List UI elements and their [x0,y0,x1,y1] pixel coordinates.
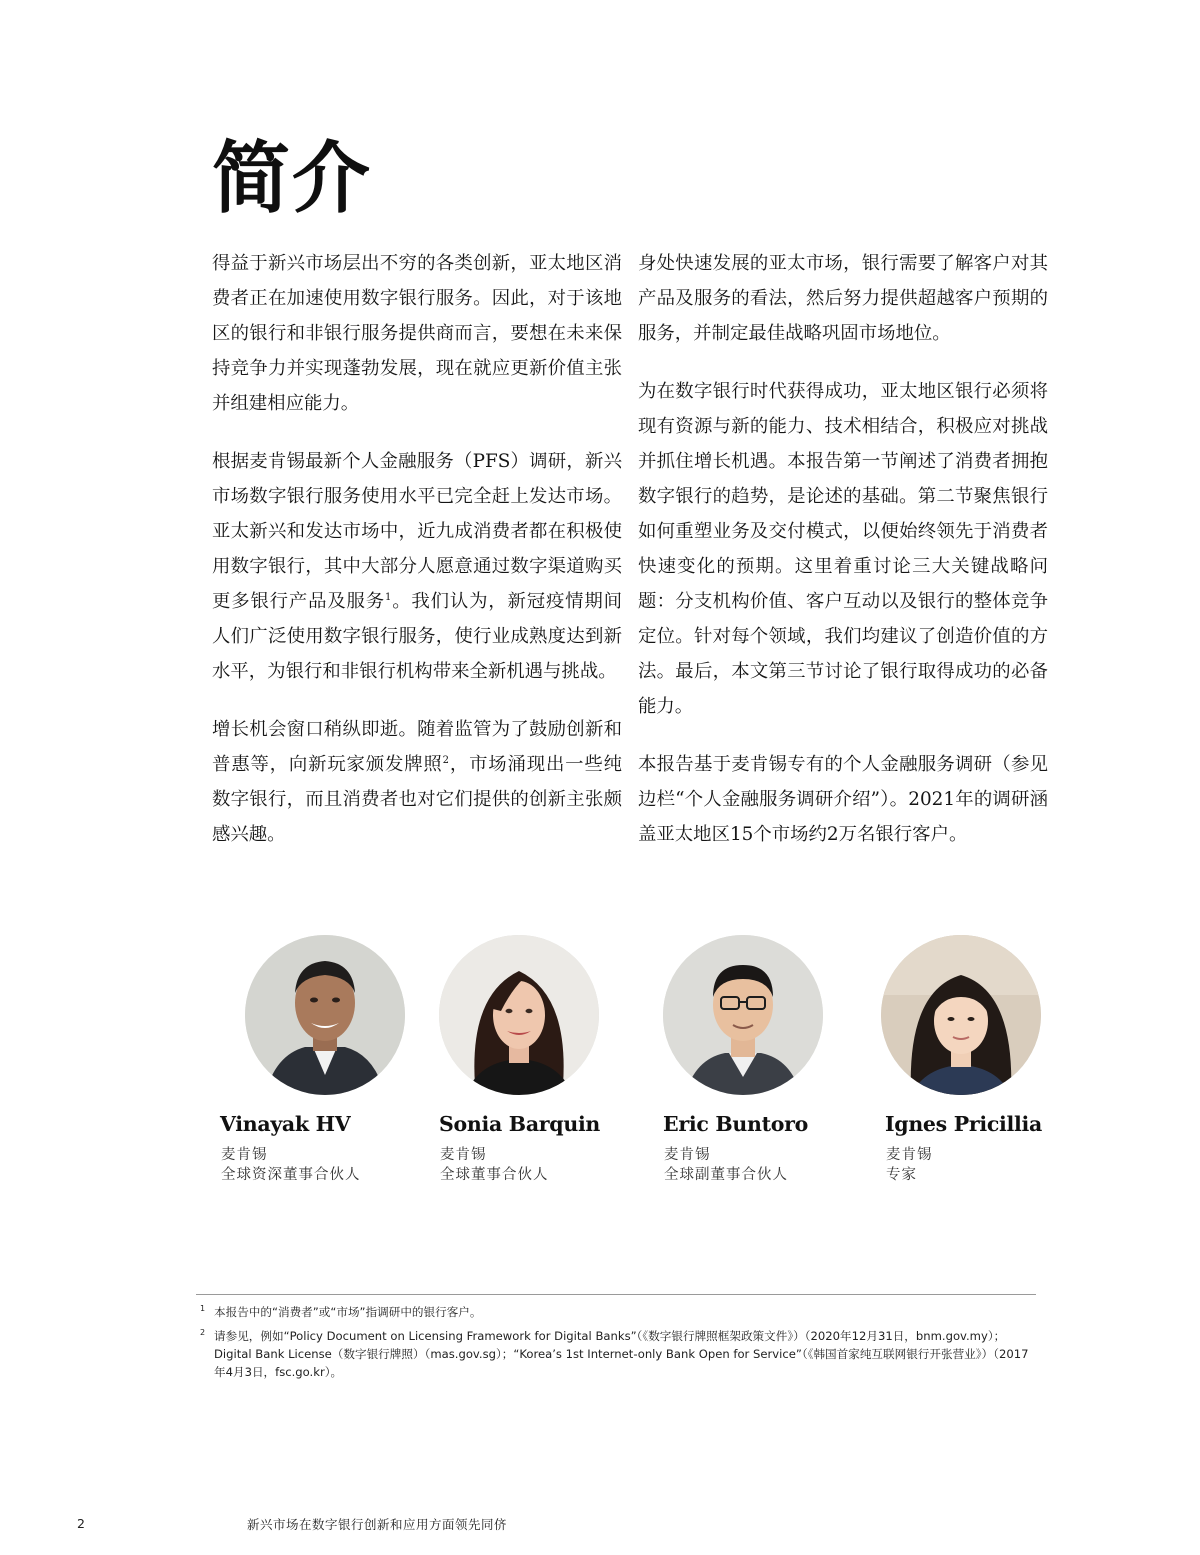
author-card [663,935,863,1183]
author-name: Ignes Pricillia [885,1112,1042,1136]
author-list [0,935,1200,1195]
author-name: Eric Buntoro [663,1112,808,1136]
author-card [885,935,1085,1183]
author-org: 麦肯锡 [221,1147,268,1163]
footnote-text: 本报告中的“消费者”或“市场”指调研中的银行客户。 [214,1305,482,1319]
intro-paragraph-1: 得益于新兴市场层出不穷的各类创新，亚太地区消费者正在加速使用数字银行服务。因此，对于该地区的银行和非银行服务提供商而言，要想在未来保持竞争力并实现蓬勃发展，现在就应更新价值主张并组建相应能力。 [212,253,622,414]
author-photo-ignes [881,935,1041,1095]
author-role: 全球副董事合伙人 [664,1167,788,1183]
page-title: 简介 [212,133,373,224]
author-org: 麦肯锡 [440,1147,487,1163]
author-role: 全球董事合伙人 [440,1167,549,1183]
author-role: 专家 [886,1167,917,1183]
intro-paragraph-2: 根据麦肯锡最新个人金融服务（PFS）调研，新兴市场数字银行服务使用水平已完全赶上发达市场。亚太新兴和发达市场中，近九成消费者都在积极使用数字银行，其中大部分人愿意通过数字渠道购买更多银行产品及服务$^1$。我们认为，新冠疫情期间人们广泛使用数字银行服务，使行业成熟度达到新水平，为银行和非银行机构带来全新机遇与挑战。 [212,451,622,682]
footnote-text: 请参见，例如“Policy Document on Licensing Framework for Digital Banks”（《数字银行牌照框架政策文件》）（2020年12月31日，bnm.gov.my）；Digital Bank License（数字银行牌照）（mas.gov.sg）；“Korea’s 1st Internet-only Bank Open for Service”（《韩国首家纯互联网银行开张营业》）（2017年4月3日，fsc.go.kr）。 [214,1329,1029,1379]
footnote-2 [200,1327,1030,1381]
author-photo-sonia [439,935,599,1095]
footnote-number: 2 [200,1328,206,1337]
footnote-ref-2[interactable]: 2 [442,754,450,766]
author-org: 麦肯锡 [886,1147,933,1163]
author-card [439,935,639,1183]
author-name: Vinayak HV [220,1112,351,1136]
left-column [212,246,622,875]
author-name: Sonia Barquin [439,1112,601,1136]
intro-paragraph-4: 身处快速发展的亚太市场，银行需要了解客户对其产品及服务的看法，然后努力提供超越客户预期的服务，并制定最佳战略巩固市场地位。 [638,253,1048,344]
intro-paragraph-6: 本报告基于麦肯锡专有的个人金融服务调研（参见边栏“个人金融服务调研介绍”）。2021年的调研涵盖亚太地区15个市场约2万名银行客户。 [638,754,1048,845]
footnote-1 [200,1303,1030,1321]
footnote-ref-1[interactable]: 1 [384,591,392,603]
right-column [638,246,1048,875]
author-role: 全球资深董事合伙人 [221,1167,361,1183]
footnote-number: 1 [200,1304,206,1313]
intro-paragraph-3: 增长机会窗口稍纵即逝。随着监管为了鼓励创新和普惠等，向新玩家颁发牌照$^2$，市场涌现出一些纯数字银行，而且消费者也对它们提供的创新主张颇感兴趣。 [212,719,622,845]
author-org: 麦肯锡 [664,1147,711,1163]
author-photo-vinayak [245,935,405,1095]
intro-paragraph-5: 为在数字银行时代获得成功，亚太地区银行必须将现有资源与新的能力、技术相结合，积极应对挑战并抓住增长机遇。本报告第一节阐述了消费者拥抱数字银行的趋势，是论述的基础。第二节聚焦银行如何重塑业务及交付模式，以便始终领先于消费者快速变化的预期。这里着重讨论三大关键战略问题：分支机构价值、客户互动以及银行的整体竞争定位。针对每个领域，我们均建议了创造价值的方法。最后，本文第三节讨论了银行取得成功的必备能力。 [638,381,1048,717]
footnote-divider [196,1294,1036,1295]
author-photo-eric [663,935,823,1095]
running-title: 新兴市场在数字银行创新和应用方面领先同侪 [247,1517,508,1532]
page-number: 2 [77,1516,85,1531]
author-card [220,935,420,1183]
